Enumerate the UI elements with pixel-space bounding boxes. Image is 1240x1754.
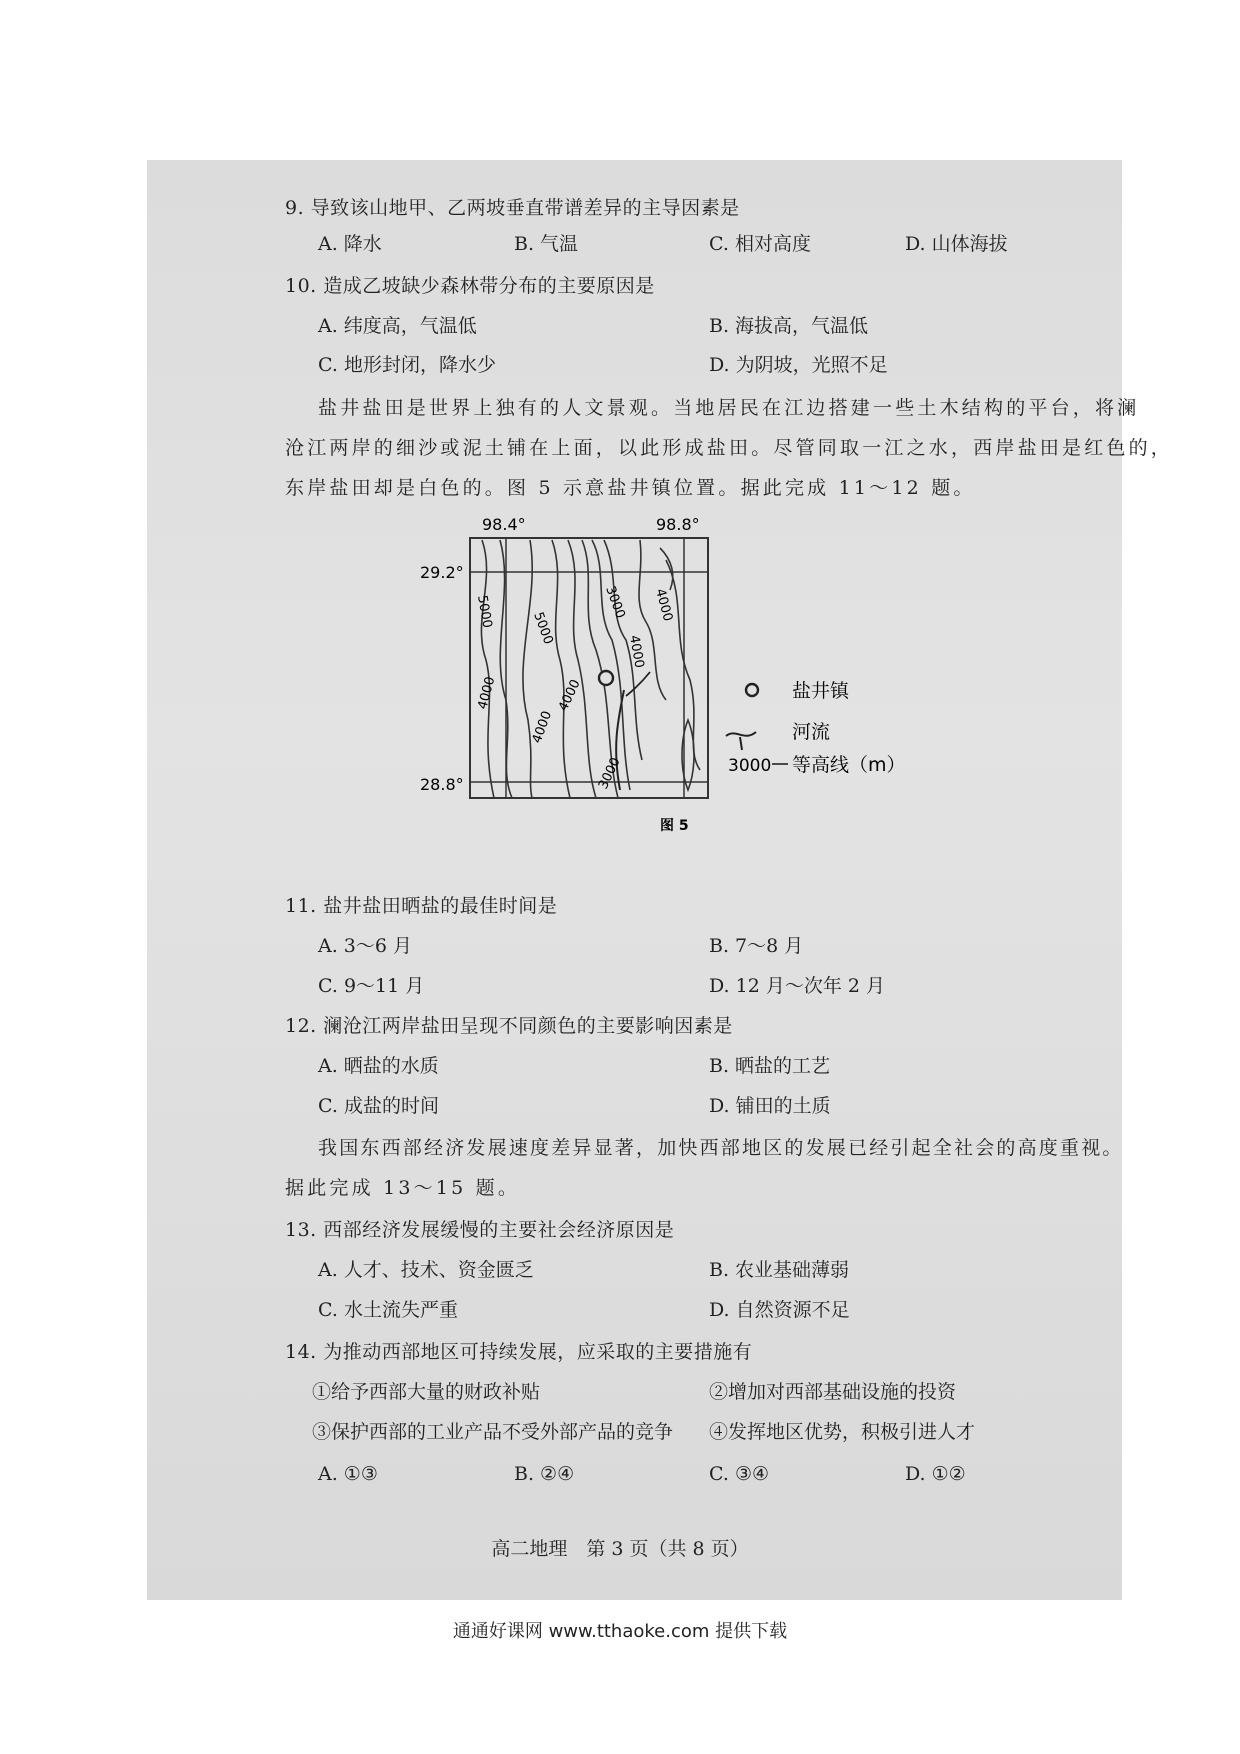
lat-label-29-2: 29.2° xyxy=(420,563,464,582)
q13-stem: 13. 西部经济发展缓慢的主要社会经济原因是 xyxy=(285,1219,675,1241)
q10-option-a: A. 纬度高，气温低 xyxy=(318,315,477,337)
q10-option-d: D. 为阴坡，光照不足 xyxy=(709,354,888,376)
q12-option-a: A. 晒盐的水质 xyxy=(318,1055,439,1077)
passage1-line-3: 东岸盐田却是白色的。图 5 示意盐井镇位置。据此完成 11～12 题。 xyxy=(285,477,976,499)
contour-line xyxy=(568,540,596,798)
contour-label: 3000 xyxy=(596,755,624,792)
q14-stem: 14. 为推动西部地区可持续发展，应采取的主要措施有 xyxy=(285,1341,753,1363)
q12-option-c: C. 成盐的时间 xyxy=(318,1095,439,1117)
contour-label: 4000 xyxy=(652,587,676,624)
q9-option-a: A. 降水 xyxy=(318,233,382,255)
q13-option-a: A. 人才、技术、资金匮乏 xyxy=(318,1259,534,1281)
contour-line xyxy=(660,548,673,590)
lon-label-98-4: 98.4° xyxy=(482,515,526,534)
q10-stem: 10. 造成乙坡缺少森林带分布的主要原因是 xyxy=(285,275,655,297)
lat-label-28-8: 28.8° xyxy=(420,775,464,794)
contour-label: 5000 xyxy=(530,610,556,647)
legend-contour-sample: 3000 xyxy=(728,756,772,776)
legend-river-label: 河流 xyxy=(792,721,831,743)
q14-item-3: ③保护西部的工业产品不受外部产品的竞争 xyxy=(312,1421,674,1443)
q14-option-b: B. ②④ xyxy=(514,1463,575,1485)
legend-contour-label: 等高线（m） xyxy=(792,754,906,776)
legend-river-icon xyxy=(726,732,756,750)
q11-option-c: C. 9～11 月 xyxy=(318,975,425,997)
q13-option-b: B. 农业基础薄弱 xyxy=(709,1259,850,1281)
town-marker xyxy=(599,671,613,685)
q14-option-a: A. ①③ xyxy=(318,1463,378,1485)
lon-label-98-8: 98.8° xyxy=(656,515,700,534)
q14-option-d: D. ①② xyxy=(905,1463,966,1485)
river-tributary xyxy=(626,672,650,696)
q10-option-b: B. 海拔高，气温低 xyxy=(709,315,869,337)
contour-label: 4000 xyxy=(626,634,647,670)
q9-option-c: C. 相对高度 xyxy=(709,233,811,255)
passage1-line-1: 盐井盐田是世界上独有的人文景观。当地居民在江边搭建一些土木结构的平台，将澜 xyxy=(318,397,1140,419)
q14-option-c: C. ③④ xyxy=(709,1463,770,1485)
q14-item-4: ④发挥地区优势，积极引进人才 xyxy=(709,1421,976,1443)
passage1-line-2: 沧江两岸的细沙或泥土铺在上面，以此形成盐田。尽管同取一江之水，西岸盐田是红色的， xyxy=(285,437,1174,459)
page-footer: 高二地理 第 3 页（共 8 页） xyxy=(491,1538,749,1560)
q14-item-1: ①给予西部大量的财政补贴 xyxy=(312,1381,541,1403)
download-credit: 通通好课网 www.tthaoke.com 提供下载 xyxy=(452,1621,788,1642)
q14-item-2: ②增加对西部基础设施的投资 xyxy=(709,1381,957,1403)
figure-caption: 图 5 xyxy=(660,818,689,834)
contour-line xyxy=(523,540,532,798)
q10-option-c: C. 地形封闭，降水少 xyxy=(318,354,496,376)
q9-stem: 9. 导致该山地甲、乙两坡垂直带谱差异的主导因素是 xyxy=(285,197,740,219)
contour-label: 5000 xyxy=(474,594,495,630)
q11-option-d: D. 12 月～次年 2 月 xyxy=(709,975,886,997)
contour-line xyxy=(481,540,494,798)
q11-stem: 11. 盐井盐田晒盐的最佳时间是 xyxy=(285,895,558,917)
contour-line xyxy=(552,540,570,798)
q9-option-b: B. 气温 xyxy=(514,233,579,255)
q12-option-b: B. 晒盐的工艺 xyxy=(709,1055,831,1077)
legend-town-icon xyxy=(746,684,758,696)
q13-option-c: C. 水土流失严重 xyxy=(318,1299,458,1321)
legend-town-label: 盐井镇 xyxy=(792,680,850,702)
q11-option-a: A. 3～6 月 xyxy=(318,935,413,957)
contour-label: 3000 xyxy=(602,584,628,621)
q12-stem: 12. 澜沧江两岸盐田呈现不同颜色的主要影响因素是 xyxy=(285,1015,733,1037)
contour-label: 4000 xyxy=(475,675,499,712)
passage2-line-1: 我国东西部经济发展速度差异显著，加快西部地区的发展已经引起全社会的高度重视。 xyxy=(318,1137,1124,1159)
q12-option-d: D. 铺田的土质 xyxy=(709,1095,831,1117)
q13-option-d: D. 自然资源不足 xyxy=(709,1299,850,1321)
q9-option-d: D. 山体海拔 xyxy=(905,233,1008,255)
q11-option-b: B. 7～8 月 xyxy=(709,935,804,957)
passage2-line-2: 据此完成 13～15 题。 xyxy=(285,1177,521,1199)
contour-label: 4000 xyxy=(529,709,556,746)
contour-label: 4000 xyxy=(556,677,584,714)
